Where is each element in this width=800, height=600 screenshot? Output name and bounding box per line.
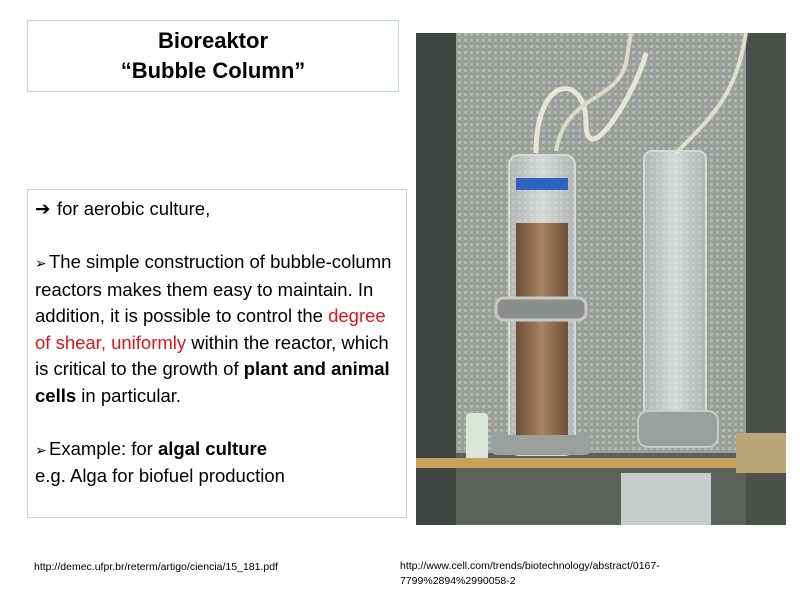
triangle-bullet-icon: ➢: [35, 441, 47, 458]
bullet-aerobic: [35, 196, 402, 223]
triangle-bullet-icon: ➢: [35, 255, 47, 271]
title-line-1: Bioreaktor: [157, 28, 269, 53]
title-line-2: “Bubble Column”: [120, 58, 306, 83]
degree-of-shear-text: degree of shear, uniformly: [35, 305, 386, 353]
title-box: [27, 20, 399, 92]
example-line-2: e.g. Alga for biofuel production: [35, 465, 285, 486]
construction-text: The simple construction of bubble-column reactors makes them easy to maintain. In addition, it is possible to control the: [35, 251, 392, 326]
construction-text-3: in particular.: [76, 384, 182, 406]
plant-animal-cells-text: plant and animal cells: [35, 358, 390, 406]
content-box: [27, 189, 407, 518]
bioreactor-photo: [416, 33, 786, 525]
bullet-construction: [35, 249, 402, 409]
bullet-example: [35, 436, 402, 464]
example-text: Example: for: [49, 437, 158, 459]
bullet-aerobic-text: for aerobic culture,: [57, 198, 211, 219]
reference-left[interactable]: http://demec.ufpr.br/reterm/artigo/ciencia/15_181.pdf: [34, 561, 278, 573]
reference-right[interactable]: http://www.cell.com/trends/biotechnology/abstract/0167-7799%2894%2990058-2: [400, 560, 660, 587]
algal-culture-text: algal culture: [158, 437, 267, 459]
construction-text-2: within the reactor, which is critical to the growth of: [35, 331, 389, 379]
arrow-bullet-icon: ➔: [35, 198, 51, 219]
